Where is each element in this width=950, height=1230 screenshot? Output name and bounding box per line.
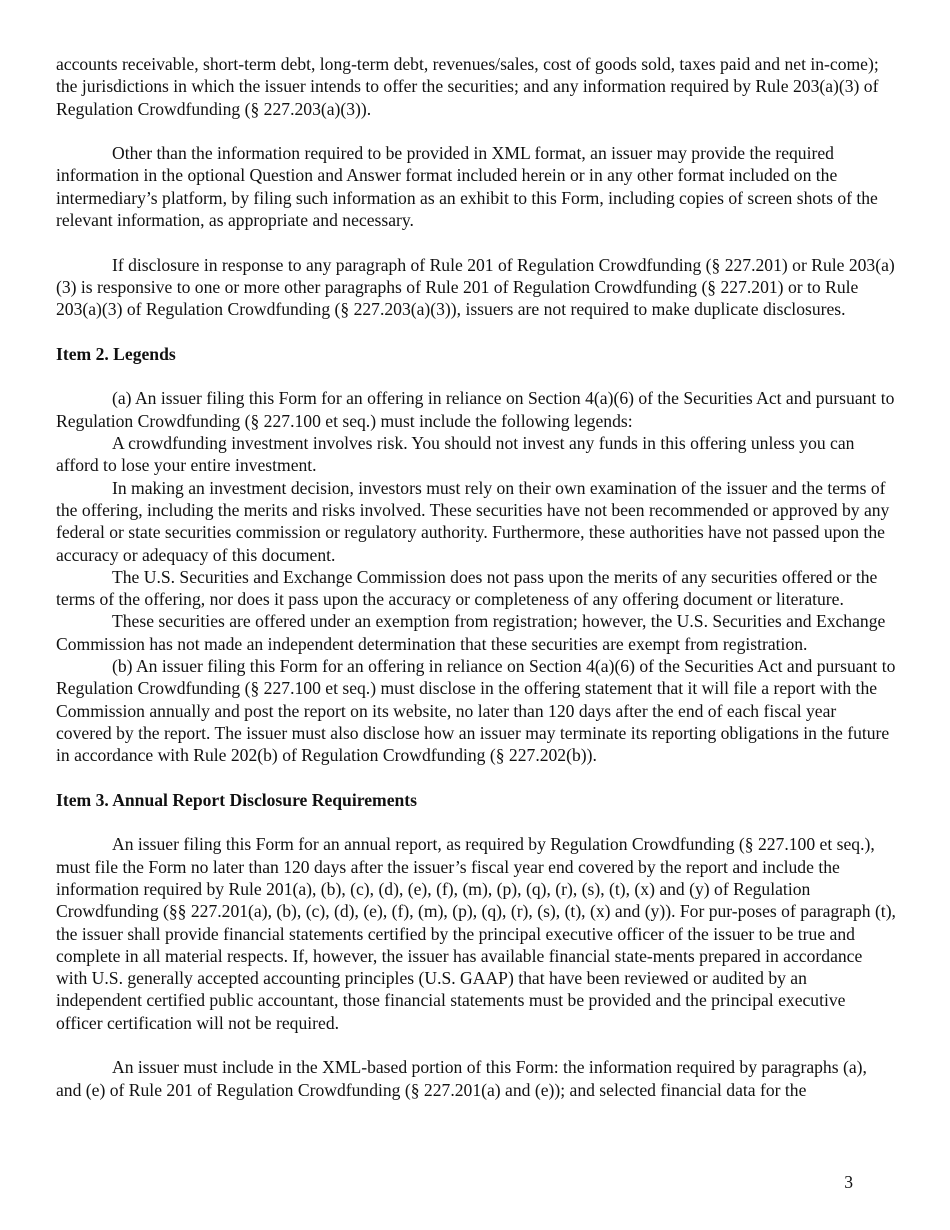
annual-report-paragraph: An issuer filing this Form for an annual report, as required by Regulation Crowdfunding (§ 227.100 et seq.), must file the Form no later than 120 days after the issuer’s fiscal year end covered by the report and include the information required by Rule 201(a), (b), (c), (d), (e), (f), (m), (p), (q), (r), (s), (t), (x) and (y) of Regulation Crowdfunding (§§ 227.201(a), (b), (c), (d), (e), (f), (m), (p), (q), (r), (s), (t), (x) and (y)). For pur-poses of paragraph (t), the issuer shall provide financial statements certified by the principal executive officer of the issuer to be true and complete in all material respects. If, however, the issuer has available financial state-ments prepared in accordance with U.S. generally accepted accounting principles (U.S. GAAP) that have been reviewed or audited by an independent certified public accountant, those financial statements must be provided and the principal executive officer certification will not be required. <box>56 834 896 1033</box>
intro-continuation-paragraph: accounts receivable, short-term debt, long-term debt, revenues/sales, cost of goods sold, taxes paid and net in-come); the jurisdictions in which the issuer intends to offer the securities; and any information required by Rule 203(a)(3) of Regulation Crowdfunding (§ 227.203(a)(3)). <box>56 54 879 119</box>
duplicate-disclosure-paragraph: If disclosure in response to any paragraph of Rule 201 of Regulation Crowdfunding (§ 227.201) or Rule 203(a)(3) is responsive to one or more other paragraphs of Rule 201 of Regulation Crowdfunding (§ 227.201) or to Rule 203(a)(3) of Regulation Crowdfunding (§ 227.203(a)(3)), issuers are not required to make duplicate disclosures. <box>56 254 895 320</box>
legend-sec-paragraph: The U.S. Securities and Exchange Commission does not pass upon the merits of any securities offered or the terms of the offering, nor does it pass upon the accuracy or completeness of any offering document or literature. <box>56 566 878 610</box>
legend-risk-paragraph: A crowdfunding investment involves risk. You should not invest any funds in this offering unless you can afford to lose your entire investment. <box>56 433 855 476</box>
item-2-paragraph-b: (b) An issuer filing this Form for an offering in reliance on Section 4(a)(6) of the Securities Act and pursuant to Regulation Crowdfunding (§ 227.100 et seq.) must disclose in the offering statement that it will file a report with the Commission annually and post the report on its website, no later than 120 days after the end of each fiscal year covered by the report. The issuer must also disclose how an issuer may terminate its reporting obligations in the future in accordance with Rule 202(b) of Regulation Crowdfunding (§ 227.202(b)). <box>56 656 896 766</box>
item-2-paragraph-a: (a) An issuer filing this Form for an offering in reliance on Section 4(a)(6) of the Securities Act and pursuant to Regulation Crowdfunding (§ 227.100 et seq.) must include the following legends: <box>56 388 895 431</box>
item-2-heading: Item 2. Legends <box>56 343 176 364</box>
item-3-heading: Item 3. Annual Report Disclosure Requirements <box>56 789 417 810</box>
legend-exemption-paragraph: These securities are offered under an exemption from registration; however, the U.S. Securities and Exchange Commission has not made an independent determination that these securities are exempt from registration. <box>56 611 886 654</box>
legend-investment-decision-paragraph: In making an investment decision, investors must rely on their own examination of the issuer and the terms of the offering, including the merits and risks involved. These securities have not been recommended or approved by any federal or state securities commission or regulatory authority. Furthermore, these authorities have not passed upon the accuracy or adequacy of this document. <box>56 477 890 565</box>
page-number: 3 <box>844 1172 853 1192</box>
document-page <box>56 53 896 1101</box>
xml-format-paragraph: Other than the information required to be provided in XML format, an issuer may provide the required information in the optional Question and Answer format included herein or in any other format included on the intermediary’s platform, by filing such information as an exhibit to this Form, including copies of screen shots of the relevant information, as appropriate and necessary. <box>56 143 878 231</box>
xml-portion-paragraph: An issuer must include in the XML-based portion of this Form: the information required by paragraphs (a), and (e) of Rule 201 of Regulation Crowdfunding (§ 227.201(a) and (e)); and selected financial data for the <box>56 1057 867 1100</box>
